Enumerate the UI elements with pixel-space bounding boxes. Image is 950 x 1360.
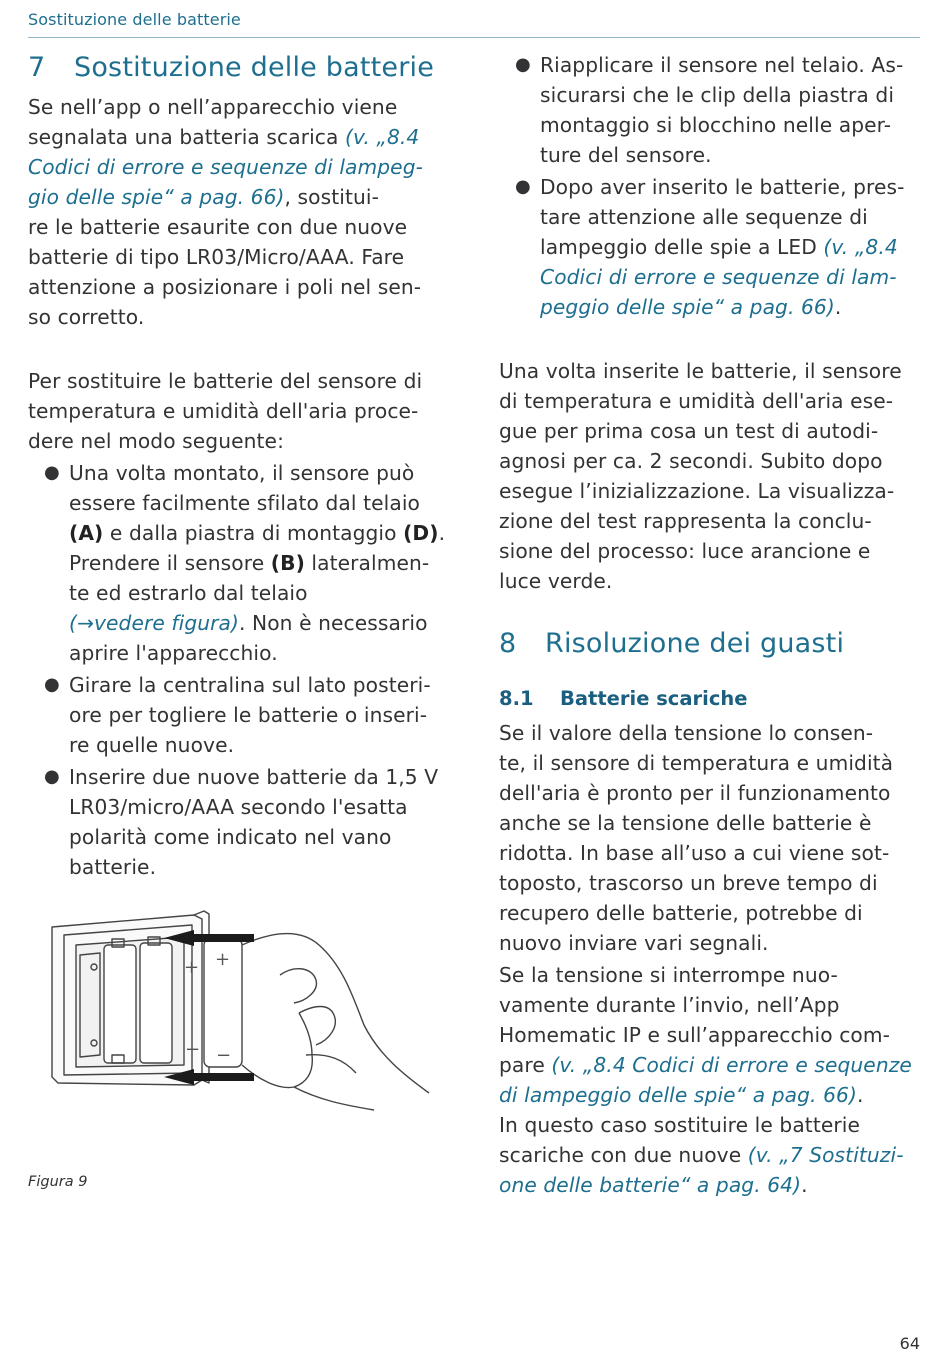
text-line: Una volta montato, il sensore può xyxy=(69,461,415,485)
text-line: aprire l'apparecchio. xyxy=(69,641,278,665)
text-line: so corretto. xyxy=(28,305,145,329)
procedure-list-continued xyxy=(499,50,929,322)
text-line: Una volta inserite le batterie, il sensore xyxy=(499,359,902,383)
text-line: tare attenzione alle sequenze di xyxy=(540,205,868,229)
sensor-battery-illustration xyxy=(44,905,434,1135)
cross-reference-link[interactable]: peggio delle spie“ a pag. 66) xyxy=(540,295,835,319)
low-battery-paragraph xyxy=(499,718,929,958)
list-item xyxy=(28,670,458,760)
section-8-title: Risoluzione dei guasti xyxy=(545,628,845,659)
running-header: Sostituzione delle batterie xyxy=(28,10,920,38)
intro-paragraph xyxy=(28,92,458,332)
text-line: re quelle nuove. xyxy=(69,733,235,757)
text-line: lampeggio delle spie a LED xyxy=(540,235,824,259)
text-line: , sostitui- xyxy=(284,185,379,209)
text-line: scariche con due nuove xyxy=(499,1143,748,1167)
text-line: Girare la centralina sul lato posteri- xyxy=(69,673,431,697)
cross-reference-link[interactable]: one delle batterie“ a pag. 64) xyxy=(499,1173,802,1197)
list-item xyxy=(28,458,458,668)
text-line: batterie di tipo LR03/Micro/AAA. Fare xyxy=(28,245,405,269)
text-line: esegue l’inizializzazione. La visualizza- xyxy=(499,479,895,503)
section-8-number: 8 xyxy=(499,628,517,659)
text-line: Riapplicare il sensore nel telaio. As- xyxy=(540,53,904,77)
text-line: lateralmen- xyxy=(304,551,430,575)
text-line: Per sostituire le batterie del sensore di xyxy=(28,369,423,393)
voltage-interrupt-paragraph xyxy=(499,960,929,1110)
text-line: Se nell’app o nell’apparecchio viene xyxy=(28,95,398,119)
text-line: recupero delle batterie, potrebbe di xyxy=(499,901,863,925)
text-line: Prendere il sensore xyxy=(69,551,271,575)
text-line: sicurarsi che le clip della piastra di xyxy=(540,83,895,107)
plus-sign-left: + xyxy=(184,957,200,978)
text-line: ridotta. In base all’uso a cui viene sot- xyxy=(499,841,890,865)
section-8-1-title: Batterie scariche xyxy=(560,687,748,710)
text-line: di temperatura e umidità dell'aria ese- xyxy=(499,389,894,413)
text-line: te, il sensore di temperatura e umidità xyxy=(499,751,894,775)
section-7-number: 7 xyxy=(28,52,46,83)
text-line: sione del processo: luce arancione e xyxy=(499,539,871,563)
cross-reference-link[interactable]: gio delle spie“ a pag. 66) xyxy=(28,185,285,209)
text-line: te ed estrarlo dal telaio xyxy=(69,581,308,605)
left-column xyxy=(28,50,458,884)
procedure-paragraph xyxy=(28,366,458,456)
text-line: essere facilmente sfilato dal telaio xyxy=(69,491,420,515)
figure-reference-link[interactable]: (→vedere figura) xyxy=(69,611,239,635)
cross-reference-link[interactable]: (v. „8.4 xyxy=(345,125,420,149)
text-line: Se la tensione si interrompe nuo- xyxy=(499,963,838,987)
plus-sign-right: + xyxy=(215,949,231,970)
text-line: segnalata una batteria scarica xyxy=(28,125,345,149)
text-line: Homematic IP e sull’apparecchio com- xyxy=(499,1023,891,1047)
text-line: Dopo aver inserito le batterie, pres- xyxy=(540,175,905,199)
cross-reference-link[interactable]: (v. „8.4 Codici di errore e sequenze xyxy=(551,1053,912,1077)
label-b: (B) xyxy=(270,551,305,575)
text-line: nuovo inviare vari segnali. xyxy=(499,931,769,955)
cross-reference-link[interactable]: di lampeggio delle spie“ a pag. 66) xyxy=(499,1083,857,1107)
text-line: Se il valore della tensione lo consen- xyxy=(499,721,874,745)
right-column xyxy=(499,50,929,1200)
procedure-list xyxy=(28,458,458,882)
text-line: vamente durante l’invio, nell’App xyxy=(499,993,840,1017)
text-line: . Non è necessario xyxy=(239,611,428,635)
cross-reference-link[interactable]: (v. „8.4 xyxy=(823,235,898,259)
text-line: attenzione a posizionare i poli nel sen- xyxy=(28,275,422,299)
battery-replacement-figure xyxy=(44,905,434,1135)
text-line: e dalla piastra di montaggio xyxy=(103,521,404,545)
section-8-1-number: 8.1 xyxy=(499,687,534,710)
bullet-icon: ● xyxy=(44,766,60,787)
section-7-title: Sostituzione delle batterie xyxy=(74,52,435,83)
cross-reference-link[interactable]: Codici di errore e sequenze di lam- xyxy=(540,265,897,289)
text-line: batterie. xyxy=(69,855,157,879)
text-line: montaggio si blocchino nelle aper- xyxy=(540,113,892,137)
text-line: zione del test rappresenta la conclu- xyxy=(499,509,872,533)
text-line: . xyxy=(834,295,842,319)
text-line: . xyxy=(801,1173,808,1197)
bullet-icon: ● xyxy=(515,176,531,197)
list-item xyxy=(499,50,929,170)
text-line: anche se la tensione delle batterie è xyxy=(499,811,872,835)
bullet-icon: ● xyxy=(44,674,60,695)
cross-reference-link[interactable]: (v. „7 Sostituzi- xyxy=(747,1143,904,1167)
list-item xyxy=(499,172,929,322)
bullet-icon: ● xyxy=(44,462,60,483)
section-8-1-heading xyxy=(499,684,929,714)
cross-reference-link[interactable]: Codici di errore e sequenze di lampeg- xyxy=(28,155,423,179)
figure-caption: Figura 9 xyxy=(28,1174,88,1190)
text-line: dere nel modo seguente: xyxy=(28,429,284,453)
text-line: LR03/micro/AAA secondo l'esatta xyxy=(69,795,408,819)
minus-sign-right: − xyxy=(216,1045,232,1066)
section-7-heading xyxy=(28,50,458,86)
text-line: In questo caso sostituire le batterie xyxy=(499,1113,860,1137)
text-line: ture del sensore. xyxy=(540,143,712,167)
text-line: re le batterie esaurite con due nuove xyxy=(28,215,408,239)
label-a: (A) xyxy=(69,521,104,545)
replace-advice-paragraph xyxy=(499,1110,929,1200)
selftest-paragraph xyxy=(499,356,929,596)
text-line: gue per prima cosa un test di autodi- xyxy=(499,419,879,443)
text-line: agnosi per ca. 2 secondi. Subito dopo xyxy=(499,449,883,473)
text-line: ore per togliere le batterie o inseri- xyxy=(69,703,428,727)
text-line: Inserire due nuove batterie da 1,5 V xyxy=(69,765,439,789)
section-8-heading xyxy=(499,626,929,662)
bullet-icon: ● xyxy=(515,54,531,75)
text-line: . xyxy=(438,521,446,545)
text-line: luce verde. xyxy=(499,569,613,593)
minus-sign-left: − xyxy=(185,1039,201,1060)
text-line: temperatura e umidità dell'aria proce- xyxy=(28,399,419,423)
label-d: (D) xyxy=(403,521,439,545)
text-line: pare xyxy=(499,1053,552,1077)
text-line: dell'aria è pronto per il funzionamento xyxy=(499,781,891,805)
text-line: . xyxy=(856,1083,864,1107)
text-line: toposto, trascorso un breve tempo di xyxy=(499,871,878,895)
text-line: polarità come indicato nel vano xyxy=(69,825,392,849)
list-item xyxy=(28,762,458,882)
page-number: 64 xyxy=(899,1334,920,1353)
